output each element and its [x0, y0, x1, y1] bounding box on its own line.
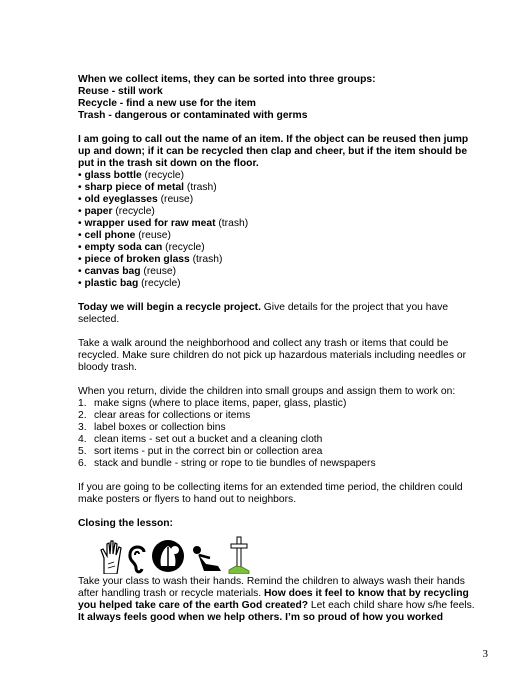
- item-action: (reuse): [157, 194, 194, 205]
- task-number: 1.: [78, 398, 87, 409]
- task-number: 2.: [78, 410, 87, 421]
- task-text: clean items - set out a bucket and a cleaning cloth: [94, 434, 323, 445]
- list-item: [78, 182, 478, 194]
- item-action: (reuse): [140, 266, 177, 277]
- list-item: [78, 278, 478, 290]
- closing-text-2: Let each child share how s/he feels.: [308, 600, 475, 611]
- item-name: plastic bag: [84, 278, 139, 289]
- kneeling-person-icon: [190, 544, 224, 574]
- item-action: (recycle): [112, 206, 155, 217]
- item-action: (recycle): [162, 242, 205, 253]
- task-number: 3.: [78, 422, 87, 433]
- cross-icon: [228, 536, 250, 574]
- task-item: [78, 410, 478, 422]
- sorting-intro: When we collect items, they can be sorted into three groups:: [78, 74, 376, 85]
- task-text: stack and bundle - string or rope to tie bundles of newspapers: [94, 458, 376, 469]
- item-name: wrapper used for raw meat: [84, 218, 216, 229]
- item-name: canvas bag: [84, 266, 141, 277]
- closing-text-3: It always feels good when we help others. I’m so proud of how you worked: [78, 612, 444, 623]
- closing-question: How does it feel to know that by recycling you helped take care of the earth God created?: [78, 588, 469, 611]
- task-item: [78, 434, 478, 446]
- task-number: 5.: [78, 446, 87, 457]
- closing-heading: Closing the lesson:: [78, 518, 173, 529]
- task-text: clear areas for collections or items: [94, 410, 251, 421]
- closing-icons: [100, 534, 478, 574]
- item-action: (reuse): [135, 230, 171, 241]
- list-item: [78, 194, 478, 206]
- item-action: (recycle): [141, 170, 185, 181]
- item-list: [78, 170, 478, 290]
- project-paragraph: [78, 302, 478, 326]
- game-instructions: I am going to call out the name of an item. If the object can be reused then jump up and down; if it can be recycled then clap and cheer, but if the item should be put in the trash sit down on the floor.: [78, 134, 469, 169]
- task-text: make signs (where to place items, paper, glass, plastic): [94, 398, 347, 409]
- list-item: [78, 218, 478, 230]
- task-number: 6.: [78, 458, 87, 469]
- item-action: (trash): [184, 182, 217, 193]
- task-number: 4.: [78, 434, 87, 445]
- list-item: [78, 254, 478, 266]
- task-item: [78, 458, 478, 470]
- hand-icon: [100, 540, 124, 574]
- ear-icon: [128, 544, 146, 574]
- item-name: empty soda can: [84, 242, 163, 253]
- page-number: 3: [482, 648, 488, 660]
- item-name: sharp piece of metal: [84, 182, 185, 193]
- list-item: [78, 170, 478, 182]
- item-action: (trash): [215, 218, 249, 229]
- item-action: (recycle): [138, 278, 181, 289]
- list-item: [78, 230, 478, 242]
- item-action: (trash): [189, 254, 223, 265]
- group-recycle: Recycle - find a new use for the item: [78, 98, 256, 109]
- return-intro: When you return, divide the children into small groups and assign them to work on:: [78, 386, 456, 397]
- task-item: [78, 422, 478, 434]
- closing-text-1: Take your class to wash their hands. Remind the children to always wash their hands after handling trash or recycle materials.: [78, 576, 465, 599]
- list-item: [78, 206, 478, 218]
- lesson-page: [78, 74, 478, 624]
- task-item: [78, 398, 478, 410]
- item-name: piece of broken glass: [84, 254, 190, 265]
- item-name: old eyeglasses: [84, 194, 158, 205]
- project-details: Give details for the project that you have selected.: [78, 302, 449, 325]
- praying-hands-icon: [150, 538, 186, 574]
- project-lead: Today we will begin a recycle project.: [78, 302, 261, 313]
- task-item: [78, 446, 478, 458]
- closing-paragraph: [78, 576, 478, 624]
- task-text: label boxes or collection bins: [94, 422, 226, 433]
- group-trash: Trash - dangerous or contaminated with germs: [78, 110, 308, 121]
- group-reuse: Reuse - still work: [78, 86, 163, 97]
- walk-paragraph: Take a walk around the neighborhood and collect any trash or items that could be recycled. Make sure children do not pick up hazardous materials including needles or bloody trash.: [78, 338, 467, 373]
- task-list: [78, 398, 478, 470]
- list-item: [78, 266, 478, 278]
- item-name: cell phone: [84, 230, 136, 241]
- item-name: glass bottle: [84, 170, 142, 181]
- item-name: paper: [84, 206, 113, 217]
- task-text: sort items - put in the correct bin or collection area: [94, 446, 323, 457]
- extended-paragraph: If you are going to be collecting items for an extended time period, the children could make posters or flyers to hand out to neighbors.: [78, 482, 463, 505]
- list-item: [78, 242, 478, 254]
